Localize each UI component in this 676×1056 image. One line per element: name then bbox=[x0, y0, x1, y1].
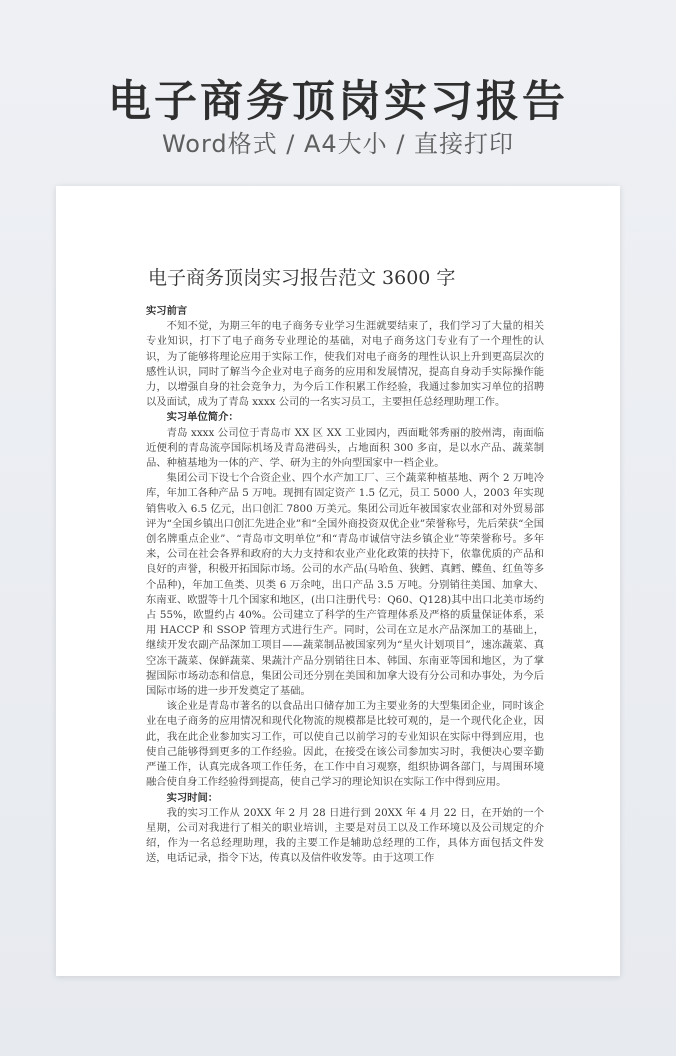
document-page bbox=[56, 186, 620, 976]
paragraph-unit-2: 集团公司下设七个合资企业、四个水产加工厂、三个蔬菜种植基地、两个 2 万吨冷库，年加工各种产品 5 万吨。现拥有固定资产 1.5 亿元，员工 5000 人，2003 年实现销售收入 6.5 亿元，出口创汇 7800 万美元。集团公司近年被国家农业部和对外贸易部评为“全国乡镇出口创汇先进企业”和“全国外商投资双优企业”荣誉称号，先后荣获“全国创名牌重点企业”、“青岛市文明单位”和“青岛市诚信守法乡镇企业”等荣誉称号。多年来，公司在社会各界和政府的大力支持和农业产业化政策的扶持下，依靠优质的产品和良好的声誉，积极开拓国际市场。公司的水产品(马哈鱼、狭鳕、真鳕、鲽鱼、红鱼等多个品种)，年加工鱼类、贝类 6 万余吨，出口产品 3.5 万吨。分别销往美国、加拿大、东南亚、欧盟等十几个国家和地区，(出口注册代号：Q60、Q128)其中出口北美市场约占 55%，欧盟约占 40%。公司建立了科学的生产管理体系及严格的质量保证体系，采用 HACCP 和 SSOP 管理方式进行生产。同时，公司在立足水产品深加工的基础上，继续开发农副产品深加工项目——蔬菜制品被国家列为“星火计划项目”，速冻蔬菜、真空冻干蔬菜、保鲜蔬菜、果蔬汁产品分别销往日本、韩国、东南亚等国和地区，为了掌握国际市场动态和信息，集团公司还分别在美国和加拿大设有分公司和办事处，为今后国际市场的进一步开发奠定了基础。 bbox=[146, 472, 544, 698]
hero-subtitle: Word格式 / A4大小 / 直接打印 bbox=[161, 130, 515, 158]
document-body bbox=[146, 304, 544, 867]
section-heading-intro: 实习前言 bbox=[146, 305, 188, 317]
paragraph-intro: 不知不觉，为期三年的电子商务专业学习生涯就要结束了，我们学习了大量的相关专业知识，打下了电子商务专业理论的基础，对电子商务这门专业有了一个理性的认识，为了能够将理论应用于实际工作，使我们对电子商务的理性认识上升到更高层次的感性认识，同时了解当今企业对电子商务的应用和发展情况，提高自身动手实际操作能力，以增强自身的社会竞争力，为今后工作积累工作经验，我通过参加实习单位的招聘以及面试，成为了青岛 xxxx 公司的一名实习员工，主要担任总经理助理工作。 bbox=[146, 320, 544, 409]
section-heading-unit: 实习单位简介： bbox=[166, 411, 239, 424]
paragraph-unit-3: 该企业是青岛市著名的以食品出口储存加工为主要业务的大型集团企业，同时该企业在电子商务的应用情况和现代化物流的规模都是比较可观的，是一个现代化企业，因此，我在此企业参加实习工作，可以使自己以前学习的专业知识在实际中得到应用，也使自己能够得到更多的工作经验。因此，在接受在该公司参加实习时，我便决心要辛勤严谨工作，认真完成各项工作任务，在工作中自习观察，组织协调各部门，与周围环境融合使自身工作经验得到提高，使自己学习的理论知识在实际工作中得到应用。 bbox=[146, 700, 544, 789]
hero-title: 电子商务顶岗实习报告 bbox=[108, 77, 568, 127]
section-heading-time: 实习时间： bbox=[166, 791, 219, 804]
paragraph-time: 我的实习工作从 20XX 年 2 月 28 日进行到 20XX 年 4 月 22 日，在开始的一个星期，公司对我进行了相关的职业培训，主要是对员工以及工作环境以及公司规定的介绍，作为一名总经理助理，我的主要工作是辅助总经理的工作，具体方面包括文件发送，电话记录，指令下达，传真以及信件收发等。由于这项工作 bbox=[146, 806, 544, 865]
paragraph-unit-1: 青岛 xxxx 公司位于青岛市 XX 区 XX 工业园内，西面毗邻秀丽的胶州湾，南面临近便利的青岛流亭国际机场及青岛港码头，占地面积 300 多亩，是以水产品、蔬菜制品、种植基地为一体的产、学、研为主的外向型国家中一档企业。 bbox=[146, 426, 544, 470]
document-title: 电子商务顶岗实习报告范文 3600 字 bbox=[148, 267, 456, 289]
